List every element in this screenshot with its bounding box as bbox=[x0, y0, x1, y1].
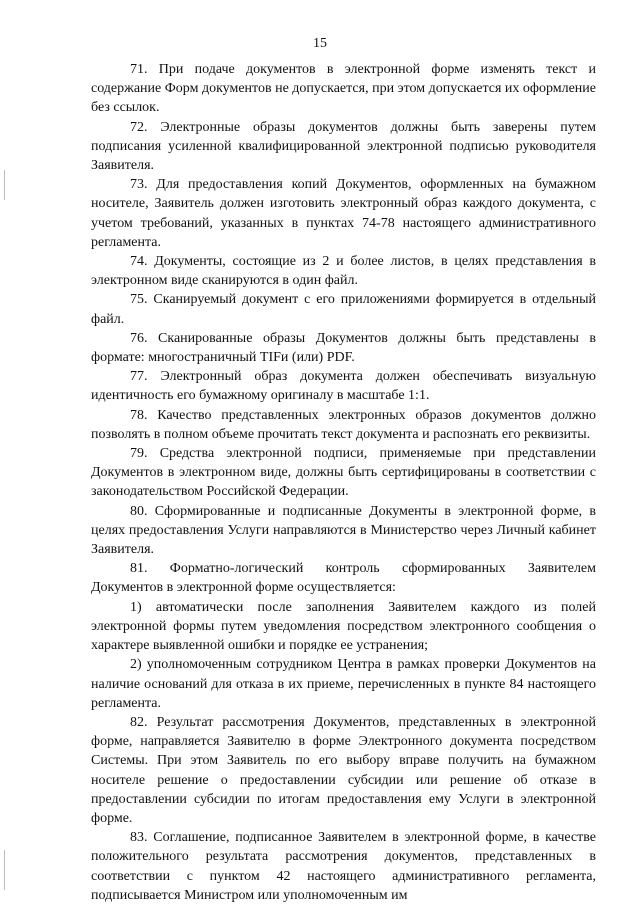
paragraph-78: 78. Качество представленных электронных образов документов должно позволять в полном объеме прочитать текст документа и распознать его реквизиты. bbox=[91, 407, 596, 442]
paragraph-74: 74. Документы, состоящие из 2 и более листов, в целях представления в электронном виде сканируются в один файл. bbox=[91, 254, 596, 289]
page-number: 15 bbox=[313, 36, 327, 51]
paragraph-79: 79. Средства электронной подписи, применяемые при представлении Документов в электронном виде, должны быть сертифицированы в соответствии с законодательством Российской Федерации. bbox=[91, 446, 596, 500]
paragraph-71: 71. При подаче документов в электронной форме изменять текст и содержание Форм документов не допускается, при этом допускается их оформление без ссылок. bbox=[91, 62, 597, 116]
paragraph-73: 73. Для предоставления копий Документов, оформленных на бумажном носителе, Заявитель должен изготовить электронный образ каждого документа, с учетом требований, указанных в пунктах 74-78 настоящего административного регламента. bbox=[91, 177, 596, 250]
paragraph-75: 75. Сканируемый документ с его приложениями формируется в отдельный файл. bbox=[91, 292, 596, 327]
document-body bbox=[91, 60, 596, 905]
paragraph-76: 76. Сканированные образы Документов должны быть представлены в формате: многостраничный TIFи (или) PDF. bbox=[91, 330, 596, 366]
paragraph-82: 82. Результат рассмотрения Документов, представленных в электронной форме, направляется Заявителю в форме Электронного документа посредством Системы. При этом Заявитель по его выбору вправе получить на бумажном носителе решение о предоставлении субсидии или решение об отказе в предоставлении субсидии по итогам предоставления ему Услуги в электронной форме. bbox=[91, 714, 596, 826]
paragraph-80: 80. Сформированные и подписанные Документы в электронной форме, в целях предоставления Услуги направляются в Министерство через Личный кабинет Заявителя. bbox=[91, 503, 596, 558]
paragraph-83: 83. Соглашение, подписанное Заявителем в электронной форме, в качестве положительного результата рассмотрения документов, представленных в соответствии с пунктом 42 настоящего административного регламента, подписывается Министром или уполномоченным им bbox=[91, 830, 596, 903]
scan-edge-mark bbox=[4, 170, 5, 200]
paragraph-81-item-2: 2) уполномоченным сотрудником Центра в рамках проверки Документов на наличие оснований для отказа в их приеме, перечисленных в пункте 84 настоящего регламента. bbox=[91, 657, 596, 711]
paragraph-81-item-1: 1) автоматически после заполнения Заявителем каждого из полей электронной формы путем уведомления посредством электронного сообщения о характере выявленной ошибки и порядке ее устранения; bbox=[91, 599, 596, 654]
paragraph-81: 81. Форматно-логический контроль сформированных Заявителем Документов в электронной форме осуществляется: bbox=[91, 561, 596, 596]
paragraph-77: 77. Электронный образ документа должен обеспечивать визуальную идентичность его бумажному оригиналу в масштабе 1:1. bbox=[91, 369, 596, 404]
paragraph-72: 72. Электронные образы документов должны быть заверены путем подписания усиленной квалифицированной электронной подписью руководителя Заявителя. bbox=[91, 119, 596, 174]
scan-edge-mark bbox=[4, 850, 5, 890]
